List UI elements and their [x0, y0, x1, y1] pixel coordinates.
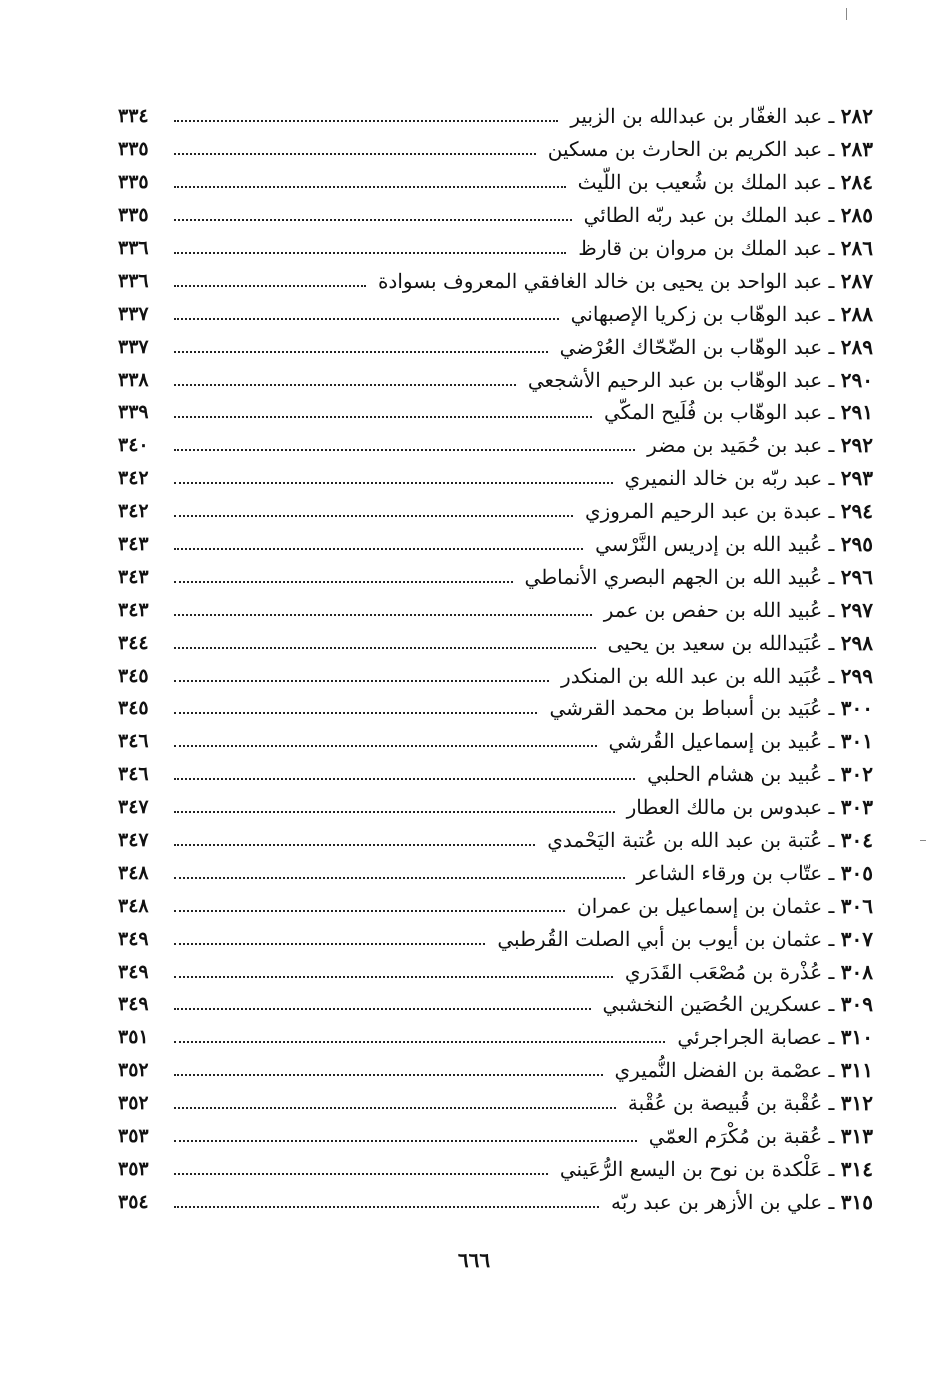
entry-title: عثمان بن أيوب بن أبي الصلت القُرطبي — [497, 926, 823, 951]
entry-page-number: ٣٣٦ — [118, 269, 149, 292]
entry-number: ٢٩٨ — [840, 630, 873, 655]
entry-page-number: ٣٣٧ — [118, 302, 149, 325]
entry-heading — [560, 335, 873, 359]
entry-number: ٣٠٦ — [840, 893, 873, 918]
entry-dash: ـ — [822, 630, 841, 655]
entry-heading — [584, 203, 873, 227]
entry-title: عبد الوهّاب بن الضّحّاك العُرْضي — [559, 334, 823, 359]
entry-page-number: ٣٤٨ — [118, 894, 149, 917]
entry-heading — [647, 433, 873, 457]
entry-page-number: ٣٤٩ — [118, 960, 149, 983]
entry-page-number: ٣٤٣ — [118, 533, 149, 556]
entry-dash: ـ — [822, 860, 841, 885]
entry-title: عبد الملك بن شُعيب بن اللّيث — [577, 170, 823, 195]
entry-heading — [608, 631, 873, 655]
entry-heading — [578, 170, 873, 194]
entry-heading — [628, 1091, 873, 1115]
entry-dash: ـ — [822, 532, 841, 557]
entry-page-number: ٣٣٤ — [118, 105, 149, 128]
toc-entry — [118, 363, 873, 396]
toc-entry — [118, 955, 873, 988]
entry-page-number: ٣٤٧ — [118, 796, 149, 819]
dot-leader — [174, 811, 615, 813]
entry-heading — [577, 894, 873, 918]
entry-page-number: ٣٣٩ — [118, 401, 149, 424]
entry-title: عثمان بن إسماعيل بن عمران — [577, 893, 823, 918]
entry-heading — [637, 861, 874, 885]
entry-page-number: ٣٤٦ — [118, 763, 149, 786]
entry-title: عُبيد بن إسماعيل القُرشي — [608, 729, 823, 754]
entry-heading — [378, 269, 873, 293]
toc-entry — [118, 1054, 873, 1087]
entry-title: عبد ربّه بن خالد النميري — [624, 466, 823, 491]
entry-page-number: ٣٣٥ — [118, 171, 149, 194]
dot-leader — [174, 844, 535, 846]
entry-title: عصابة الجراجرئي — [677, 1025, 823, 1050]
entry-number: ٣٠٩ — [840, 992, 873, 1017]
entry-number: ٢٩٠ — [840, 367, 873, 392]
entry-number: ٢٩١ — [840, 400, 873, 425]
entry-heading — [497, 927, 873, 951]
entry-dash: ـ — [822, 696, 841, 721]
entry-page-number: ٣٤٣ — [118, 598, 149, 621]
entry-dash: ـ — [822, 400, 841, 425]
entry-title: عُبَيدالله بن سعيد بن يحيى — [607, 630, 823, 655]
entry-number: ٣١٤ — [840, 1156, 873, 1181]
entry-dash: ـ — [822, 663, 841, 688]
entry-number: ٢٨٨ — [840, 301, 873, 326]
entry-dash: ـ — [822, 762, 841, 787]
entry-page-number: ٣٥١ — [118, 1026, 149, 1049]
dot-leader — [174, 1107, 616, 1109]
toc-entry — [118, 1153, 873, 1186]
dot-leader — [174, 943, 485, 945]
entry-heading — [560, 1157, 873, 1181]
entry-dash: ـ — [822, 1091, 841, 1116]
entry-dash: ـ — [822, 1156, 841, 1181]
dot-leader — [174, 384, 516, 386]
toc-entry — [118, 100, 873, 133]
entry-title: عبد الواحد بن يحيى بن خالد الغافقي المعروف بسوادة — [377, 268, 823, 293]
entry-page-number: ٣٥٣ — [118, 1125, 149, 1148]
entry-dash: ـ — [822, 334, 841, 359]
dot-leader — [174, 548, 583, 550]
entry-number: ٣٠٢ — [840, 762, 873, 787]
entry-heading — [578, 236, 873, 260]
dot-leader — [174, 252, 566, 254]
entry-dash: ـ — [822, 236, 841, 260]
dot-leader — [174, 1074, 603, 1076]
entry-number: ٣١٠ — [840, 1025, 873, 1050]
dot-leader — [174, 482, 613, 484]
toc-entry — [118, 495, 873, 528]
entry-dash: ـ — [822, 367, 841, 392]
entry-heading — [525, 565, 873, 589]
entry-page-number: ٣٤٩ — [118, 993, 149, 1016]
entry-page-number: ٣٥٤ — [118, 1190, 149, 1213]
toc-entry — [118, 396, 873, 429]
entry-dash: ـ — [822, 170, 841, 195]
entry-page-number: ٣٥٢ — [118, 1059, 149, 1082]
toc-entry — [118, 725, 873, 758]
toc-entry — [118, 922, 873, 955]
toc-entry — [118, 889, 873, 922]
dot-leader — [174, 1206, 599, 1208]
entry-page-number: ٣٥٣ — [118, 1157, 149, 1180]
toc-entry — [118, 264, 873, 297]
entry-page-number: ٣٤٤ — [118, 631, 149, 654]
entry-number: ٣٠٤ — [840, 828, 873, 853]
entry-heading — [627, 795, 873, 819]
entry-page-number: ٣٣٧ — [118, 335, 149, 358]
entry-page-number: ٣٤٠ — [118, 434, 149, 457]
entry-number: ٣١٥ — [840, 1189, 873, 1214]
entry-dash: ـ — [822, 597, 841, 622]
entry-title: عُبَيد الله بن عبد الله بن المنكدر — [561, 663, 823, 688]
entry-title: عُبَيد بن أسباط بن محمد القرشي — [549, 696, 823, 721]
entry-title: عبد الكريم بن الحارث بن مسكين — [547, 137, 823, 162]
entry-page-number: ٣٤٦ — [118, 730, 149, 753]
entry-dash: ـ — [822, 564, 841, 589]
entry-number: ٣٠٠ — [840, 696, 873, 721]
dot-leader — [174, 745, 597, 747]
entry-heading — [609, 729, 874, 753]
entry-dash: ـ — [822, 729, 841, 754]
entry-page-number: ٣٣٥ — [118, 204, 149, 227]
entry-number: ٣٠٣ — [840, 795, 873, 820]
entry-title: عبدة بن عبد الرحيم المروزي — [584, 499, 823, 524]
entry-heading — [647, 762, 873, 786]
entry-dash: ـ — [822, 203, 841, 228]
dot-leader — [174, 1140, 637, 1142]
entry-heading — [585, 499, 873, 523]
entry-dash: ـ — [822, 1124, 841, 1149]
entry-heading — [604, 400, 873, 424]
toc-entry — [118, 330, 873, 363]
entry-heading — [677, 1025, 873, 1049]
entry-title: عبد الملك بن عبد ربّه الطائي — [583, 203, 823, 228]
entry-title: عبد الغفّار بن عبدالله بن الزبير — [570, 104, 823, 129]
dot-leader — [174, 416, 592, 418]
dot-leader — [174, 285, 366, 287]
entry-dash: ـ — [822, 499, 841, 524]
entry-number: ٢٨٧ — [840, 268, 873, 293]
entry-title: عُبيد الله بن إدريس النَّرْسي — [595, 532, 823, 557]
entry-title: عبدوس بن مالك العطار — [626, 795, 823, 820]
toc-entry — [118, 1021, 873, 1054]
entry-heading — [603, 992, 873, 1016]
entry-page-number: ٣٣٨ — [118, 368, 149, 391]
entry-page-number: ٣٤٨ — [118, 861, 149, 884]
entry-dash: ـ — [822, 926, 841, 951]
table-of-contents — [118, 100, 873, 1218]
toc-entry — [118, 659, 873, 692]
entry-title: عبد الوهّاب بن عبد الرحيم الأشجعي — [527, 367, 823, 392]
entry-page-number: ٣٤٩ — [118, 927, 149, 950]
entry-page-number: ٣٤٧ — [118, 829, 149, 852]
dot-leader — [174, 1041, 665, 1043]
entry-number: ٢٨٩ — [840, 334, 873, 359]
entry-title: عُقبة بن مُكْرَم العمّي — [648, 1124, 823, 1149]
entry-dash: ـ — [822, 268, 841, 293]
entry-title: عُتبة بن عبد الله بن عُتبة اليَحْمدي — [547, 828, 823, 853]
dot-leader — [174, 515, 573, 517]
toc-entry — [118, 791, 873, 824]
entry-dash: ـ — [822, 1025, 841, 1050]
entry-number: ٢٩٩ — [840, 663, 873, 688]
entry-title: عُبيد الله بن حفص بن عمر — [603, 597, 823, 622]
toc-entry — [118, 199, 873, 232]
toc-entry — [118, 232, 873, 265]
toc-entry — [118, 824, 873, 857]
entry-dash: ـ — [822, 1058, 841, 1083]
entry-heading — [528, 368, 873, 392]
entry-number: ٢٨٥ — [840, 203, 873, 228]
entry-title: عبد الوهّاب بن فُلَيح المكّي — [603, 400, 823, 425]
entry-heading — [611, 1190, 873, 1214]
entry-number: ٣٠٥ — [840, 860, 873, 885]
entry-heading — [547, 828, 873, 852]
entry-title: عصْمة بن الفضل النُّميري — [614, 1058, 823, 1083]
toc-entry — [118, 429, 873, 462]
entry-number: ٢٩٣ — [840, 466, 873, 491]
toc-entry — [118, 297, 873, 330]
entry-title: عسكرين الحُصَين النخشبي — [602, 992, 823, 1017]
toc-entry — [118, 758, 873, 791]
entry-page-number: ٣٤٥ — [118, 697, 149, 720]
toc-entry — [118, 626, 873, 659]
entry-number: ٢٨٣ — [840, 137, 873, 162]
dot-leader — [174, 712, 537, 714]
entry-number: ٣٠٨ — [840, 959, 873, 984]
scan-mark — [846, 8, 847, 20]
dot-leader — [174, 877, 625, 879]
dot-leader — [174, 120, 558, 122]
entry-dash: ـ — [822, 893, 841, 918]
entry-number: ٣١١ — [840, 1058, 873, 1083]
dot-leader — [174, 351, 548, 353]
entry-page-number: ٣٥٢ — [118, 1092, 149, 1115]
entry-number: ٢٩٤ — [840, 499, 873, 524]
toc-entry — [118, 133, 873, 166]
entry-number: ٢٨٦ — [840, 236, 873, 260]
entry-page-number: ٣٤٢ — [118, 500, 149, 523]
dot-leader — [174, 910, 565, 912]
entry-title: عبد بن حُمَيد بن مضر — [647, 433, 823, 458]
entry-heading — [561, 664, 873, 688]
entry-number: ٣٠٧ — [840, 926, 873, 951]
entry-page-number: ٣٣٥ — [118, 138, 149, 161]
entry-title: عُبيد بن هشام الحلبي — [647, 762, 823, 787]
dot-leader — [174, 680, 549, 682]
dot-leader — [174, 153, 536, 155]
entry-heading — [625, 960, 873, 984]
entry-dash: ـ — [822, 1189, 841, 1214]
entry-page-number: ٣٣٦ — [118, 237, 149, 259]
entry-number: ٢٩٢ — [840, 433, 873, 458]
entry-dash: ـ — [822, 992, 841, 1017]
entry-page-number: ٣٤٢ — [118, 467, 149, 490]
toc-entry — [118, 1087, 873, 1120]
entry-title: عتّاب بن ورقاء الشاعر — [636, 860, 823, 885]
dot-leader — [174, 778, 635, 780]
dot-leader — [174, 581, 513, 583]
toc-entry — [118, 856, 873, 889]
entry-number: ٢٨٤ — [840, 170, 873, 195]
entry-heading — [625, 466, 873, 490]
toc-entry — [118, 692, 873, 725]
entry-dash: ـ — [822, 137, 841, 162]
entry-heading — [649, 1124, 873, 1148]
toc-entry — [118, 593, 873, 626]
dot-leader — [174, 219, 572, 221]
entry-heading — [595, 532, 873, 556]
entry-dash: ـ — [822, 104, 841, 129]
entry-heading — [570, 104, 873, 128]
entry-heading — [604, 598, 873, 622]
dot-leader — [174, 647, 596, 649]
entry-number: ٣١٢ — [840, 1091, 873, 1116]
entry-number: ٣٠١ — [840, 729, 873, 754]
entry-dash: ـ — [822, 466, 841, 491]
entry-number: ٢٩٧ — [840, 597, 873, 622]
toc-entry — [118, 528, 873, 561]
dot-leader — [174, 449, 635, 451]
entry-title: عبد الوهّاب بن زكريا الإصبهاني — [570, 301, 823, 326]
toc-entry — [118, 462, 873, 495]
page-number: ٦٦٦ — [457, 1248, 491, 1272]
toc-entry — [118, 560, 873, 593]
entry-dash: ـ — [822, 828, 841, 853]
entry-dash: ـ — [822, 433, 841, 458]
entry-number: ٢٩٥ — [840, 532, 873, 557]
entry-dash: ـ — [822, 959, 841, 984]
entry-number: ٢٩٦ — [840, 564, 873, 589]
entry-title: عبد الملك بن مروان بن قارظ — [578, 236, 823, 260]
entry-page-number: ٣٤٥ — [118, 664, 149, 687]
dot-leader — [174, 614, 592, 616]
dot-leader — [174, 976, 613, 978]
entry-title: علي بن الأزهر بن عبد ربّه — [610, 1189, 823, 1214]
dot-leader — [174, 318, 559, 320]
entry-heading — [549, 696, 873, 720]
entry-title: عُبيد الله بن الجهم البصري الأنماطي — [524, 564, 823, 589]
entry-dash: ـ — [822, 795, 841, 820]
toc-entry — [118, 166, 873, 199]
dot-leader — [174, 186, 566, 188]
scan-mark — [920, 840, 926, 841]
entry-title: عُقْبة بن قُبيصة بن عُقْبة — [627, 1091, 823, 1116]
toc-entry — [118, 1120, 873, 1153]
toc-entry — [118, 988, 873, 1021]
dot-leader — [174, 1008, 591, 1010]
entry-title: عَلْكدة بن نوح بن اليسع الرُّعَيني — [559, 1156, 823, 1181]
entry-number: ٣١٣ — [840, 1124, 873, 1149]
entry-number: ٢٨٢ — [840, 104, 873, 129]
entry-page-number: ٣٤٣ — [118, 565, 149, 588]
toc-entry — [118, 1185, 873, 1218]
dot-leader — [174, 1173, 548, 1175]
entry-dash: ـ — [822, 301, 841, 326]
entry-heading — [548, 137, 873, 161]
entry-title: عُذْرة بن مُصْعَب القَدَري — [624, 959, 823, 984]
entry-heading — [571, 302, 873, 326]
entry-heading — [615, 1058, 873, 1082]
